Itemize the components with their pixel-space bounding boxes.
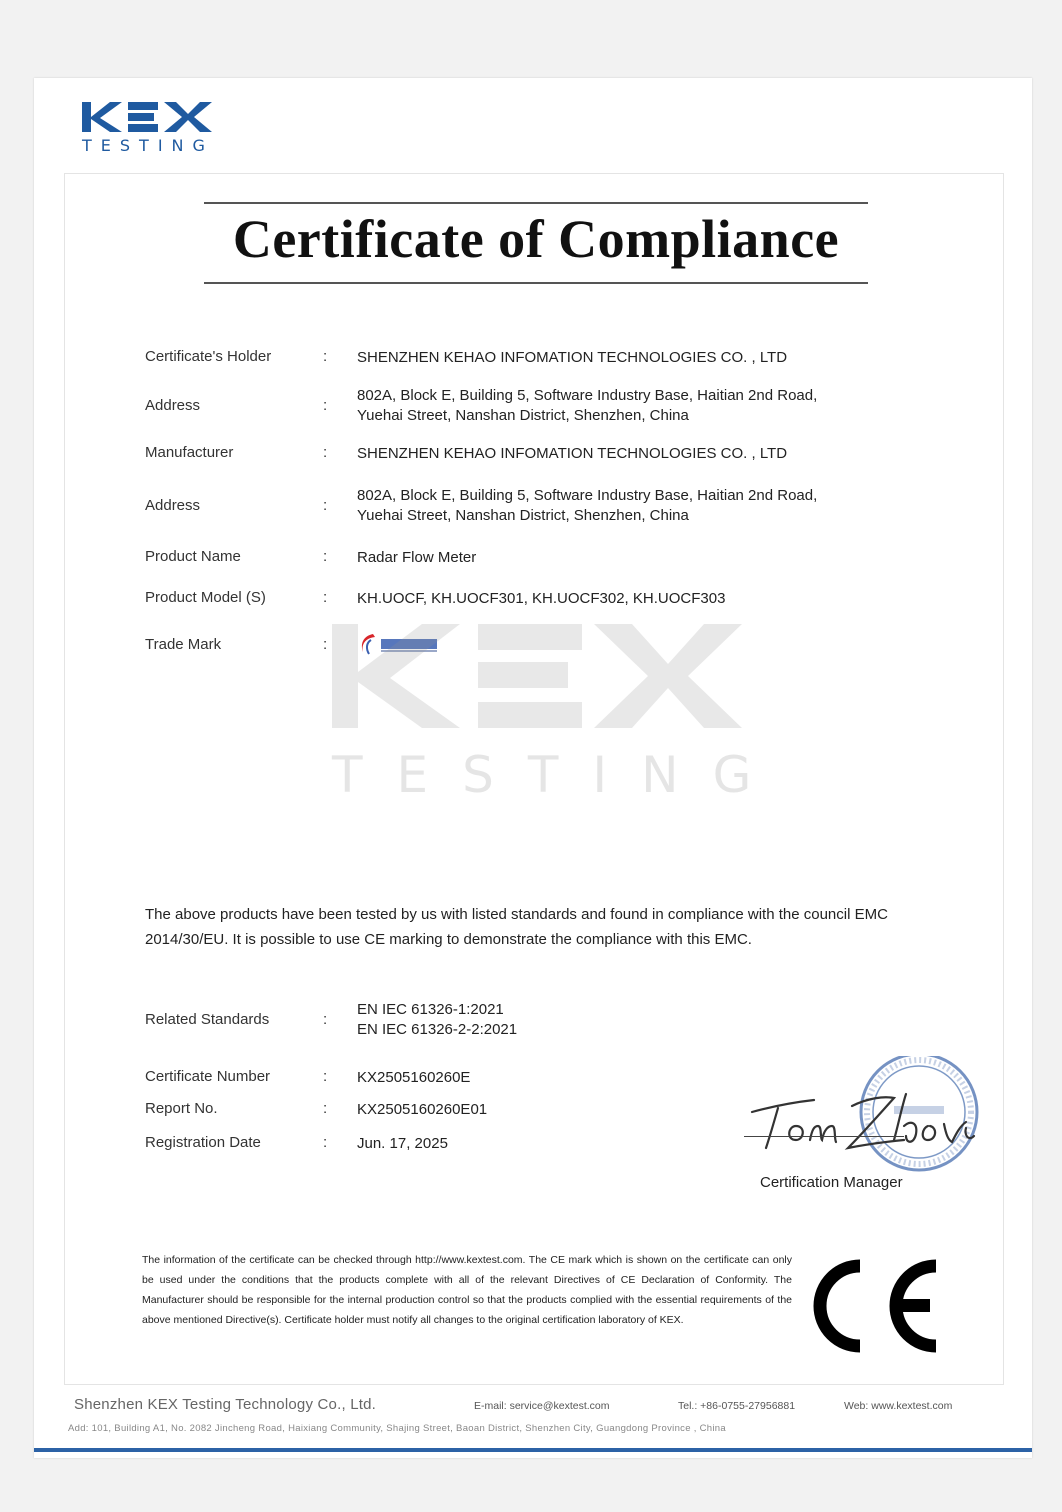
field-value <box>357 386 817 426</box>
field-label: Address <box>145 497 201 514</box>
field-value <box>357 589 725 609</box>
footer-web: Web: www.kextest.com <box>844 1400 953 1412</box>
address-line-1: 802A, Block E, Building 5, Software Industry Base, Haitian 2nd Road, <box>357 387 818 404</box>
signature-area <box>744 1056 984 1191</box>
ce-mark-icon <box>794 1254 944 1358</box>
compliance-statement: The above products have been tested by us with listed standards and found in compliance with the council EMC 2014/30/EU. It is possible to use CE marking to demonstrate the compliance with this EMC. <box>145 906 888 948</box>
field-colon: : <box>323 1068 328 1085</box>
field-colon: : <box>323 1100 328 1117</box>
field-label: Report No. <box>145 1100 218 1117</box>
product-model-value: KH.UOCF, KH.UOCF301, KH.UOCF302, KH.UOCF303 <box>357 590 726 607</box>
field-colon: : <box>323 497 328 514</box>
field-colon: : <box>323 589 328 606</box>
registration-date-value: Jun. 17, 2025 <box>357 1135 448 1152</box>
field-value <box>357 1068 470 1088</box>
field-value <box>357 348 787 368</box>
watermark-subtext: TESTING <box>332 746 786 804</box>
address-line-2: Yuehai Street, Nanshan District, Shenzhen, China <box>357 407 689 424</box>
field-colon: : <box>323 1011 328 1028</box>
field-colon: : <box>323 548 328 565</box>
footer-email: E-mail: service@kextest.com <box>474 1400 610 1412</box>
footer-accent-bar <box>34 1448 1032 1452</box>
kex-logo <box>80 98 230 158</box>
field-label: Address <box>145 397 201 414</box>
disclaimer-text: The information of the certificate can be checked through http://www.kextest.com. The CE mark which is shown on the certificate can only be used under the conditions that the products complete with all of the relevant Directives of CE Declaration of Conformity. The Manufacturer should be responsible for the internal production control so that the products complied with the essential requirements of the above mentioned Directive(s). Certificate holder must notify all changes to the original certification laboratory of KEX. <box>142 1254 792 1326</box>
footer-address: Add: 101, Building A1, No. 2082 Jincheng Road, Haixiang Community, Shajing Street, Baoan District, Shenzhen City, Guangdong Province , China <box>68 1423 726 1434</box>
standard-2: EN IEC 61326-2-2:2021 <box>357 1021 518 1038</box>
watermark-logo-icon <box>332 618 752 738</box>
certification-manager-label: Certification Manager <box>760 1174 903 1191</box>
field-colon: : <box>323 348 328 365</box>
certificate-page <box>34 78 1032 1458</box>
field-value <box>357 444 787 464</box>
holder-value: SHENZHEN KEHAO INFOMATION TECHNOLOGIES CO. , LTD <box>357 349 788 366</box>
field-value <box>357 1134 448 1154</box>
field-value <box>357 1000 517 1040</box>
field-label: Related Standards <box>145 1011 270 1028</box>
certificate-number-value: KX2505160260E <box>357 1069 471 1086</box>
field-value <box>357 548 476 568</box>
official-seal-icon <box>861 1056 977 1170</box>
signature-line <box>744 1136 904 1137</box>
kex-watermark <box>332 618 786 804</box>
page-title: Certificate of Compliance <box>232 209 840 269</box>
manufacturer-value: SHENZHEN KEHAO INFOMATION TECHNOLOGIES CO. , LTD <box>357 445 788 462</box>
field-label: Trade Mark <box>145 636 222 653</box>
address-line-1: 802A, Block E, Building 5, Software Industry Base, Haitian 2nd Road, <box>357 487 818 504</box>
footer-tel: Tel.: +86-0755-27956881 <box>678 1400 796 1412</box>
field-colon: : <box>323 636 328 653</box>
field-label: Product Name <box>145 548 241 565</box>
report-no-value: KX2505160260E01 <box>357 1101 488 1118</box>
signature-and-seal <box>744 1056 984 1176</box>
field-label: Certificate Number <box>145 1068 271 1085</box>
kex-logo-icon <box>80 98 220 138</box>
title-bottom-rule <box>204 282 868 284</box>
field-value <box>357 486 817 526</box>
footer-company: Shenzhen KEX Testing Technology Co., Ltd. <box>74 1396 377 1413</box>
address-line-2: Yuehai Street, Nanshan District, Shenzhen, China <box>357 507 689 524</box>
field-label: Registration Date <box>145 1134 261 1151</box>
field-colon: : <box>323 1134 328 1151</box>
field-value <box>357 1100 487 1120</box>
field-label: Manufacturer <box>145 444 234 461</box>
product-name-value: Radar Flow Meter <box>357 549 477 566</box>
field-label: Product Model (S) <box>145 589 266 606</box>
field-colon: : <box>323 397 328 414</box>
field-colon: : <box>323 444 328 461</box>
title-top-rule <box>204 202 868 204</box>
logo-subtext: TESTING <box>82 136 214 155</box>
field-label: Certificate's Holder <box>145 348 272 365</box>
standard-1: EN IEC 61326-1:2021 <box>357 1001 504 1018</box>
